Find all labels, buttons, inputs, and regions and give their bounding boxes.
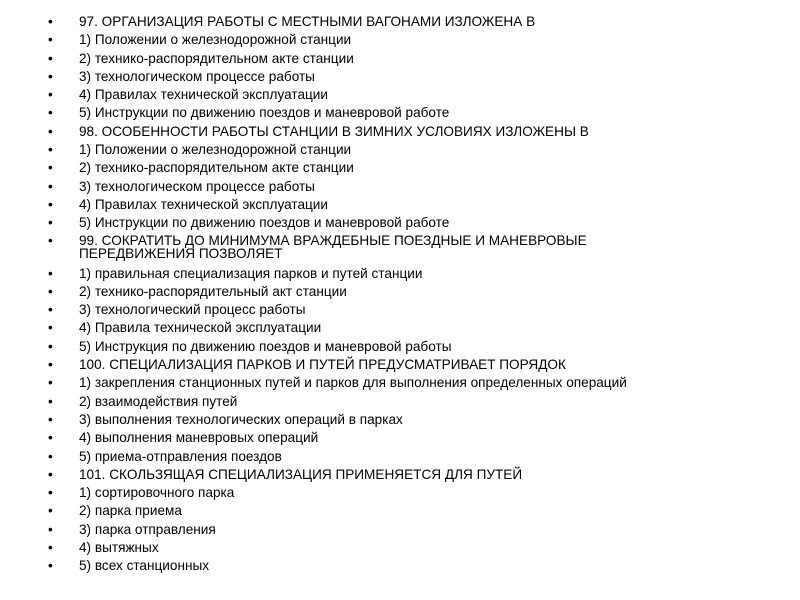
item-text: 2) технико-распорядительном акте станции xyxy=(79,160,354,176)
question-98 xyxy=(48,123,728,141)
bullet-icon: • xyxy=(48,430,53,446)
item-text: 5) всех станционных xyxy=(79,558,210,574)
answer-option xyxy=(48,411,728,429)
item-text: 3) парка отправления xyxy=(79,521,216,537)
answer-option xyxy=(48,521,728,539)
answer-option xyxy=(48,141,728,159)
answer-option xyxy=(48,448,728,466)
bullet-icon: • xyxy=(48,215,53,231)
item-text: 5) приема-отправления поездов xyxy=(79,448,282,464)
answer-option xyxy=(48,429,728,447)
bullet-icon: • xyxy=(48,320,53,336)
item-text: 1) сортировочного парка xyxy=(79,485,235,501)
answer-option xyxy=(48,502,728,520)
bullet-icon: • xyxy=(48,105,53,121)
bullet-icon: • xyxy=(48,466,53,482)
item-text: 3) технологическом процессе работы xyxy=(79,178,315,194)
item-text: 4) Правилах технической эксплуатации xyxy=(79,87,328,103)
answer-option xyxy=(48,393,728,411)
bullet-icon: • xyxy=(48,375,53,391)
item-text: 101. СКОЛЬЗЯЩАЯ СПЕЦИАЛИЗАЦИЯ ПРИМЕНЯЕТСЯ ДЛЯ ПУТЕЙ xyxy=(79,466,523,482)
item-text: 1) Положении о железнодорожной станции xyxy=(79,32,352,48)
item-text: 3) технологическом процессе работы xyxy=(79,68,315,84)
item-text: 5) Инструкции по движению поездов и маневровой работе xyxy=(79,105,450,121)
answer-option xyxy=(48,178,728,196)
answer-option xyxy=(48,557,728,575)
bullet-icon: • xyxy=(48,448,53,464)
bullet-icon: • xyxy=(48,540,53,556)
answer-option xyxy=(48,484,728,502)
answer-option xyxy=(48,319,728,337)
answer-option xyxy=(48,196,728,214)
item-text: 5) Инструкции по движению поездов и маневровой работе xyxy=(79,215,450,231)
bullet-icon: • xyxy=(48,32,53,48)
answer-option xyxy=(48,50,728,68)
bullet-icon: • xyxy=(48,123,53,139)
bullet-icon: • xyxy=(48,87,53,103)
bullet-icon: • xyxy=(48,68,53,84)
bullet-icon: • xyxy=(48,558,53,574)
item-text: 2) технико-распорядительный акт станции xyxy=(79,283,347,299)
answer-option xyxy=(48,86,728,104)
answer-option xyxy=(48,539,728,557)
bullet-icon: • xyxy=(48,196,53,212)
quiz-list xyxy=(48,13,728,576)
item-text: 2) технико-распорядительном акте станции xyxy=(79,50,354,66)
bullet-icon: • xyxy=(48,302,53,318)
item-text: 2) парка приема xyxy=(79,503,182,519)
bullet-icon: • xyxy=(48,411,53,427)
bullet-icon: • xyxy=(48,14,53,29)
bullet-icon: • xyxy=(48,485,53,501)
bullet-icon: • xyxy=(48,265,53,281)
bullet-icon: • xyxy=(48,338,53,354)
answer-option xyxy=(48,301,728,319)
answer-option xyxy=(48,31,728,49)
question-101 xyxy=(48,466,728,484)
bullet-icon: • xyxy=(48,357,53,373)
item-text: 100. СПЕЦИАЛИЗАЦИЯ ПАРКОВ И ПУТЕЙ ПРЕДУСМАТРИВАЕТ ПОРЯДОК xyxy=(79,357,566,373)
item-text: 97. ОРГАНИЗАЦИЯ РАБОТЫ С МЕСТНЫМИ ВАГОНАМИ ИЗЛОЖЕНА В xyxy=(79,14,536,29)
bullet-icon: • xyxy=(48,50,53,66)
item-text: 1) правильная специализация парков и путей станции xyxy=(79,265,423,281)
answer-option xyxy=(48,159,728,177)
answer-option xyxy=(48,214,728,232)
item-text: 99. СОКРАТИТЬ ДО МИНИМУМА ВРАЖДЕБНЫЕ ПОЕЗДНЫЕ И МАНЕВРОВЫЕ ПЕРЕДВИЖЕНИЯ ПОЗВОЛЯЕТ xyxy=(79,232,587,262)
answer-option xyxy=(48,68,728,86)
answer-option xyxy=(48,265,728,283)
item-text: 4) вытяжных xyxy=(79,540,159,556)
question-100 xyxy=(48,356,728,374)
item-text: 4) выполнения маневровых операций xyxy=(79,430,319,446)
item-text: 4) Правила технической эксплуатации xyxy=(79,320,322,336)
item-text: 1) закрепления станционных путей и парков для выполнения определенных операций xyxy=(79,375,627,391)
question-99 xyxy=(48,233,699,265)
answer-option xyxy=(48,283,728,301)
item-text: 5) Инструкция по движению поездов и маневровой работы xyxy=(79,338,452,354)
bullet-icon: • xyxy=(48,142,53,158)
bullet-icon: • xyxy=(48,521,53,537)
item-text: 1) Положении о железнодорожной станции xyxy=(79,142,352,158)
item-text: 3) технологический процесс работы xyxy=(79,302,306,318)
answer-option xyxy=(48,338,728,356)
bullet-icon: • xyxy=(48,393,53,409)
item-text: 4) Правилах технической эксплуатации xyxy=(79,196,328,212)
question-97 xyxy=(48,13,728,31)
bullet-icon: • xyxy=(48,283,53,299)
item-text: 2) взаимодействия путей xyxy=(79,393,238,409)
bullet-icon: • xyxy=(48,503,53,519)
bullet-icon: • xyxy=(48,232,53,248)
bullet-icon: • xyxy=(48,178,53,194)
bullet-icon: • xyxy=(48,160,53,176)
answer-option xyxy=(48,104,728,122)
item-text: 3) выполнения технологических операций в парках xyxy=(79,411,403,427)
item-text: 98. ОСОБЕННОСТИ РАБОТЫ СТАНЦИИ В ЗИМНИХ УСЛОВИЯХ ИЗЛОЖЕНЫ В xyxy=(79,123,589,139)
answer-option xyxy=(48,374,728,392)
